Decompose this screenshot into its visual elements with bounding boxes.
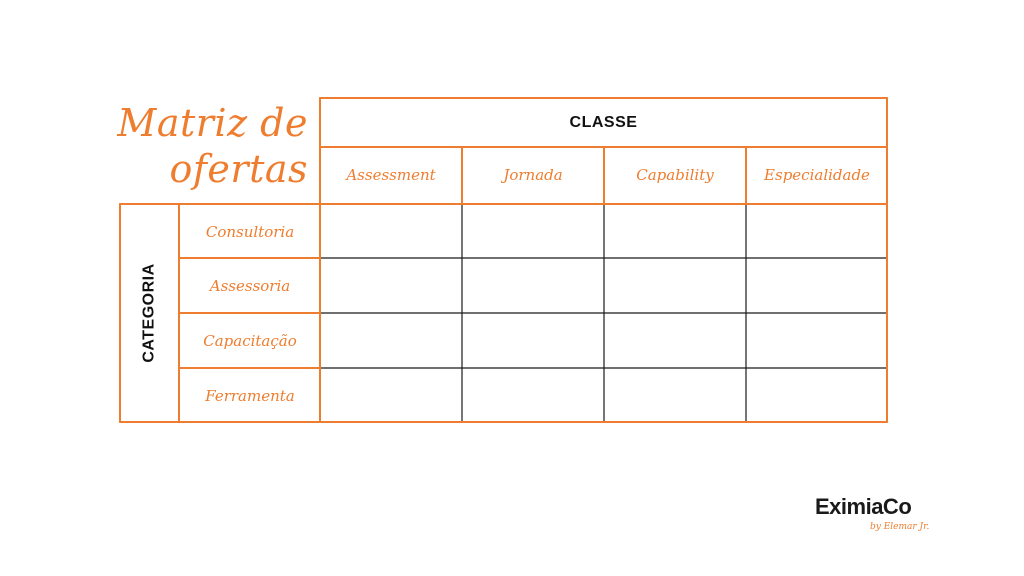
column-header-jornada: Jornada <box>503 166 563 184</box>
row-header-capacitacao: Capacitação <box>203 331 297 350</box>
column-header-capability: Capability <box>636 166 714 184</box>
row-header-ferramenta: Ferramenta <box>205 386 295 405</box>
title-line-1: Matriz de <box>117 101 308 145</box>
row-header-consultoria: Consultoria <box>205 222 295 241</box>
brand-name: EximiaCo <box>815 494 912 519</box>
row-group-label-text: CATEGORIA <box>140 263 158 363</box>
brand-logo <box>815 494 955 532</box>
row-group-label <box>120 204 179 422</box>
column-header-assessment: Assessment <box>346 166 436 184</box>
title-line-2: ofertas <box>169 147 308 191</box>
brand-tagline: by Elemar Jr. <box>870 522 930 532</box>
row-header-assessoria: Assessoria <box>209 276 291 295</box>
column-group-label: CLASSE <box>569 114 638 131</box>
matrix-title <box>117 100 308 192</box>
inner-grid-lines <box>320 204 887 422</box>
column-header-especialidade: Especialidade <box>764 166 870 184</box>
